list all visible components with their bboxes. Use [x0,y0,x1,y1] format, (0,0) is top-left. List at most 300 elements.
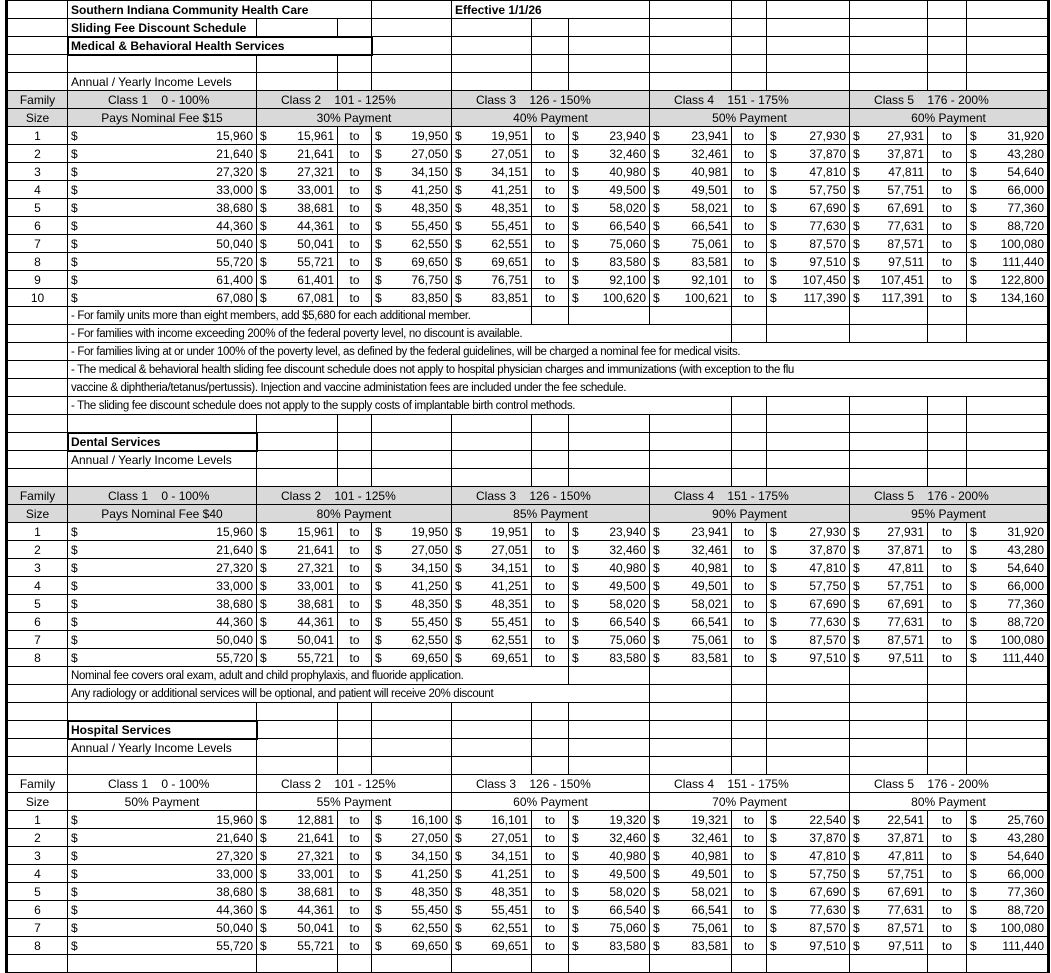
dollar-sign: $ [970,290,977,305]
dollar-sign: $ [455,272,462,287]
empty-cell [928,703,967,721]
dollar-sign: $ [455,614,462,629]
range-high [569,289,650,307]
empty-cell [928,55,967,73]
empty-cell [532,55,569,73]
family-size: 7 [7,631,68,649]
amount: 33,001 [297,182,334,197]
class-payment: 30% Payment [257,109,452,127]
dollar-sign: $ [455,182,462,197]
range-high [372,163,452,181]
dollar-sign: $ [970,848,977,863]
dollar-sign: $ [970,236,977,251]
empty-cell [372,37,452,55]
dollar-sign: $ [455,128,462,143]
range-low [257,901,338,919]
empty-cell [850,1,928,19]
class1-max [68,577,257,595]
empty-cell [532,19,569,37]
dollar-sign: $ [653,272,660,287]
amount: 40,981 [691,560,729,575]
dollar-sign: $ [970,524,977,539]
to-label: to [338,217,372,235]
amount: 67,690 [809,200,847,215]
class-payment: 95% Payment [850,505,1049,523]
to-label: to [732,901,767,919]
to-label: to [532,577,569,595]
amount: 38,680 [216,596,253,611]
class-payment: 85% Payment [452,505,650,523]
range-high [967,811,1049,829]
range-high [569,577,650,595]
empty-cell [967,685,1049,703]
to-label: to [532,829,569,847]
dollar-sign: $ [71,164,78,179]
empty-cell [452,451,532,469]
class-payment: 60% Payment [452,793,650,811]
dollar-sign: $ [653,632,660,647]
range-high [767,649,850,667]
range-low [452,523,532,541]
range-low [452,253,532,271]
empty-cell [767,451,850,469]
range-high [967,847,1049,865]
empty-cell [7,325,68,343]
family-size: 1 [7,127,68,145]
range-low [452,649,532,667]
dollar-sign: $ [455,290,462,305]
class-payment: 90% Payment [650,505,850,523]
amount: 49,501 [691,578,729,593]
range-high [569,631,650,649]
range-low [452,217,532,235]
amount: 75,061 [691,236,729,251]
range-high [569,271,650,289]
amount: 77,630 [809,614,847,629]
dollar-sign: $ [71,632,78,647]
dollar-sign: $ [375,902,382,917]
empty-cell [850,757,928,775]
fee-schedule-table [5,0,1050,973]
amount: 83,580 [609,254,647,269]
range-high [372,811,452,829]
amount: 33,000 [216,578,253,593]
class-header [257,91,452,109]
range-high [372,217,452,235]
to-label: to [532,523,569,541]
to-label: to [732,127,767,145]
to-label: to [338,253,372,271]
amount: 43,280 [1007,542,1045,557]
range-high [767,937,850,955]
empty-cell [569,307,650,325]
amount: 69,650 [411,254,449,269]
range-low [452,541,532,559]
dollar-sign: $ [572,164,579,179]
amount: 34,151 [491,560,529,575]
amount: 47,810 [809,164,847,179]
to-label: to [338,919,372,937]
amount: 27,930 [809,524,847,539]
empty-cell [372,415,452,433]
range-high [569,541,650,559]
range-high [372,883,452,901]
family-size: 3 [7,559,68,577]
empty-cell [967,955,1049,973]
range-high [372,613,452,631]
amount: 87,570 [809,920,847,935]
empty-cell [928,667,967,685]
amount: 83,581 [691,254,729,269]
table-row [7,649,1049,667]
amount: 44,361 [297,614,334,629]
family-size: 7 [7,235,68,253]
dollar-sign: $ [653,218,660,233]
dollar-sign: $ [853,632,860,647]
empty-cell [452,19,532,37]
family-size: 4 [7,181,68,199]
family-size: 6 [7,613,68,631]
dollar-sign: $ [260,146,267,161]
range-high [372,649,452,667]
range-high [967,253,1049,271]
amount: 21,640 [216,830,253,845]
dollar-sign: $ [572,596,579,611]
dollar-sign: $ [653,524,660,539]
footnote: Nominal fee covers oral exam, adult and child prophylaxis, and fluoride application. [68,667,569,685]
dollar-sign: $ [572,632,579,647]
to-label: to [532,127,569,145]
table-row [7,199,1049,217]
amount: 62,550 [411,632,449,647]
range-high [767,829,850,847]
empty-cell [650,667,732,685]
dollar-sign: $ [455,830,462,845]
range-high [767,613,850,631]
range-low [257,217,338,235]
empty-cell [850,721,928,739]
table-row [7,523,1049,541]
class1-max [68,271,257,289]
amount: 107,451 [880,272,925,287]
dollar-sign: $ [260,578,267,593]
dollar-sign: $ [970,578,977,593]
class-name: Class 1 [108,488,149,503]
dollar-sign: $ [455,524,462,539]
amount: 97,510 [809,254,847,269]
dollar-sign: $ [260,560,267,575]
amount: 83,580 [609,938,647,953]
dollar-sign: $ [770,146,777,161]
amount: 16,100 [411,812,449,827]
range-low [257,127,338,145]
dollar-sign: $ [770,632,777,647]
to-label: to [732,577,767,595]
to-label: to [338,235,372,253]
range-low [850,523,928,541]
class-range: 176 - 200% [927,92,989,107]
to-label: to [532,199,569,217]
dollar-sign: $ [770,614,777,629]
dollar-sign: $ [770,254,777,269]
dollar-sign: $ [572,560,579,575]
class1-max [68,649,257,667]
range-high [569,883,650,901]
range-low [452,865,532,883]
table-row [7,847,1049,865]
family-label: Family [7,775,68,793]
range-high [767,595,850,613]
class-payment: 55% Payment [257,793,452,811]
amount: 48,350 [411,884,449,899]
empty-cell [7,739,68,757]
empty-cell [732,73,767,91]
dollar-sign: $ [71,614,78,629]
dollar-sign: $ [71,578,78,593]
amount: 27,320 [216,560,253,575]
amount: 47,810 [809,848,847,863]
class-payment: 50% Payment [650,109,850,127]
dollar-sign: $ [970,542,977,557]
dollar-sign: $ [375,272,382,287]
amount: 76,751 [491,272,529,287]
range-high [569,199,650,217]
empty-cell [650,451,732,469]
table-row [7,883,1049,901]
range-high [372,829,452,847]
amount: 117,391 [881,290,925,305]
amount: 27,931 [887,524,925,539]
range-high [967,649,1049,667]
amount: 66,540 [609,614,647,629]
empty-cell [452,955,532,973]
range-low [452,181,532,199]
empty-cell [532,721,569,739]
range-high [372,631,452,649]
amount: 21,641 [297,830,334,845]
amount: 55,721 [297,254,334,269]
empty-cell [967,55,1049,73]
empty-cell [732,1,767,19]
range-high [372,145,452,163]
empty-cell [732,955,767,973]
range-low [650,631,732,649]
footnote: - The medical & behavioral health sliding fee discount schedule does not apply to hospital physician charges and immunizations (with exception to the flu [68,361,1049,379]
amount: 15,960 [216,524,253,539]
amount: 55,720 [216,254,253,269]
range-high [967,145,1049,163]
class-name: Class 4 [674,92,715,107]
range-low [452,631,532,649]
to-label: to [732,523,767,541]
range-low [452,919,532,937]
amount: 34,150 [411,848,449,863]
amount: 23,940 [609,128,647,143]
to-label: to [928,289,967,307]
empty-cell [850,703,928,721]
range-low [650,919,732,937]
amount: 55,450 [411,218,449,233]
to-label: to [338,199,372,217]
class-header [452,487,650,505]
dollar-sign: $ [572,920,579,935]
empty-cell [569,451,650,469]
dollar-sign: $ [853,236,860,251]
to-label: to [928,145,967,163]
empty-cell [732,325,767,343]
amount: 83,581 [691,650,729,665]
to-label: to [928,811,967,829]
amount: 19,321 [691,812,729,827]
amount: 88,720 [1007,902,1045,917]
amount: 12,881 [297,812,334,827]
range-low [257,523,338,541]
range-low [850,937,928,955]
empty-cell [7,703,68,721]
income-levels-label: Annual / Yearly Income Levels [68,451,257,469]
class1-max [68,811,257,829]
dollar-sign: $ [770,650,777,665]
empty-cell [767,55,850,73]
empty-cell [967,721,1049,739]
range-high [372,865,452,883]
class-name: Class 1 [108,776,149,791]
amount: 50,040 [216,632,253,647]
range-low [257,811,338,829]
dollar-sign: $ [853,218,860,233]
empty-cell [338,55,372,73]
family-size: 3 [7,847,68,865]
amount: 97,510 [809,938,847,953]
class1-max [68,199,257,217]
class-payment: 40% Payment [452,109,650,127]
amount: 34,150 [411,164,449,179]
dollar-sign: $ [71,848,78,863]
amount: 69,651 [491,254,529,269]
amount: 66,000 [1007,182,1045,197]
class-range: 126 - 150% [529,776,591,791]
empty-cell [372,55,452,73]
range-low [650,199,732,217]
dollar-sign: $ [770,578,777,593]
range-high [967,883,1049,901]
dollar-sign: $ [853,290,860,305]
class-payment: Pays Nominal Fee $15 [68,109,257,127]
empty-cell [732,433,767,451]
empty-cell [967,469,1049,487]
dollar-sign: $ [375,884,382,899]
empty-cell [452,433,532,451]
dollar-sign: $ [853,902,860,917]
class-name: Class 3 [476,92,517,107]
dollar-sign: $ [71,560,78,575]
dollar-sign: $ [970,272,977,287]
dollar-sign: $ [770,272,777,287]
range-high [569,163,650,181]
empty-cell [569,73,650,91]
to-label: to [928,577,967,595]
dollar-sign: $ [260,884,267,899]
to-label: to [532,865,569,883]
empty-cell [767,325,850,343]
empty-cell [967,73,1049,91]
amount: 67,690 [809,596,847,611]
table-row [7,271,1049,289]
dollar-sign: $ [71,866,78,881]
range-low [650,559,732,577]
to-label: to [732,145,767,163]
range-low [452,613,532,631]
amount: 41,250 [411,182,449,197]
dollar-sign: $ [572,524,579,539]
amount: 97,511 [888,254,925,269]
dollar-sign: $ [572,812,579,827]
range-high [967,613,1049,631]
range-low [850,577,928,595]
empty-cell [650,19,732,37]
amount: 44,360 [216,614,253,629]
dollar-sign: $ [455,938,462,953]
empty-cell [767,757,850,775]
dollar-sign: $ [260,650,267,665]
empty-cell [257,55,338,73]
dollar-sign: $ [375,848,382,863]
dollar-sign: $ [260,200,267,215]
amount: 67,691 [887,200,925,215]
dollar-sign: $ [375,650,382,665]
range-high [767,145,850,163]
dollar-sign: $ [653,830,660,845]
to-label: to [928,217,967,235]
empty-cell [650,1,732,19]
dollar-sign: $ [260,128,267,143]
dollar-sign: $ [853,560,860,575]
amount: 47,811 [888,164,925,179]
range-high [767,523,850,541]
dollar-sign: $ [653,236,660,251]
dollar-sign: $ [653,866,660,881]
org-name: Southern Indiana Community Health Care [68,1,372,19]
empty-cell [767,19,850,37]
empty-cell [650,703,732,721]
to-label: to [732,631,767,649]
dollar-sign: $ [71,146,78,161]
empty-cell [732,451,767,469]
table-row [7,217,1049,235]
to-label: to [338,541,372,559]
empty-cell [68,955,257,973]
class1-max [68,559,257,577]
empty-cell [7,685,68,703]
to-label: to [928,847,967,865]
class-range: 126 - 150% [529,488,591,503]
empty-cell [338,739,372,757]
table-row [7,541,1049,559]
empty-cell [732,55,767,73]
to-label: to [532,559,569,577]
range-low [257,649,338,667]
empty-cell [928,1,967,19]
to-label: to [732,541,767,559]
to-label: to [732,613,767,631]
family-size: 6 [7,901,68,919]
amount: 48,351 [491,200,529,215]
empty-cell [532,37,569,55]
dollar-sign: $ [375,236,382,251]
dollar-sign: $ [260,236,267,251]
empty-cell [967,667,1049,685]
empty-cell [372,73,452,91]
